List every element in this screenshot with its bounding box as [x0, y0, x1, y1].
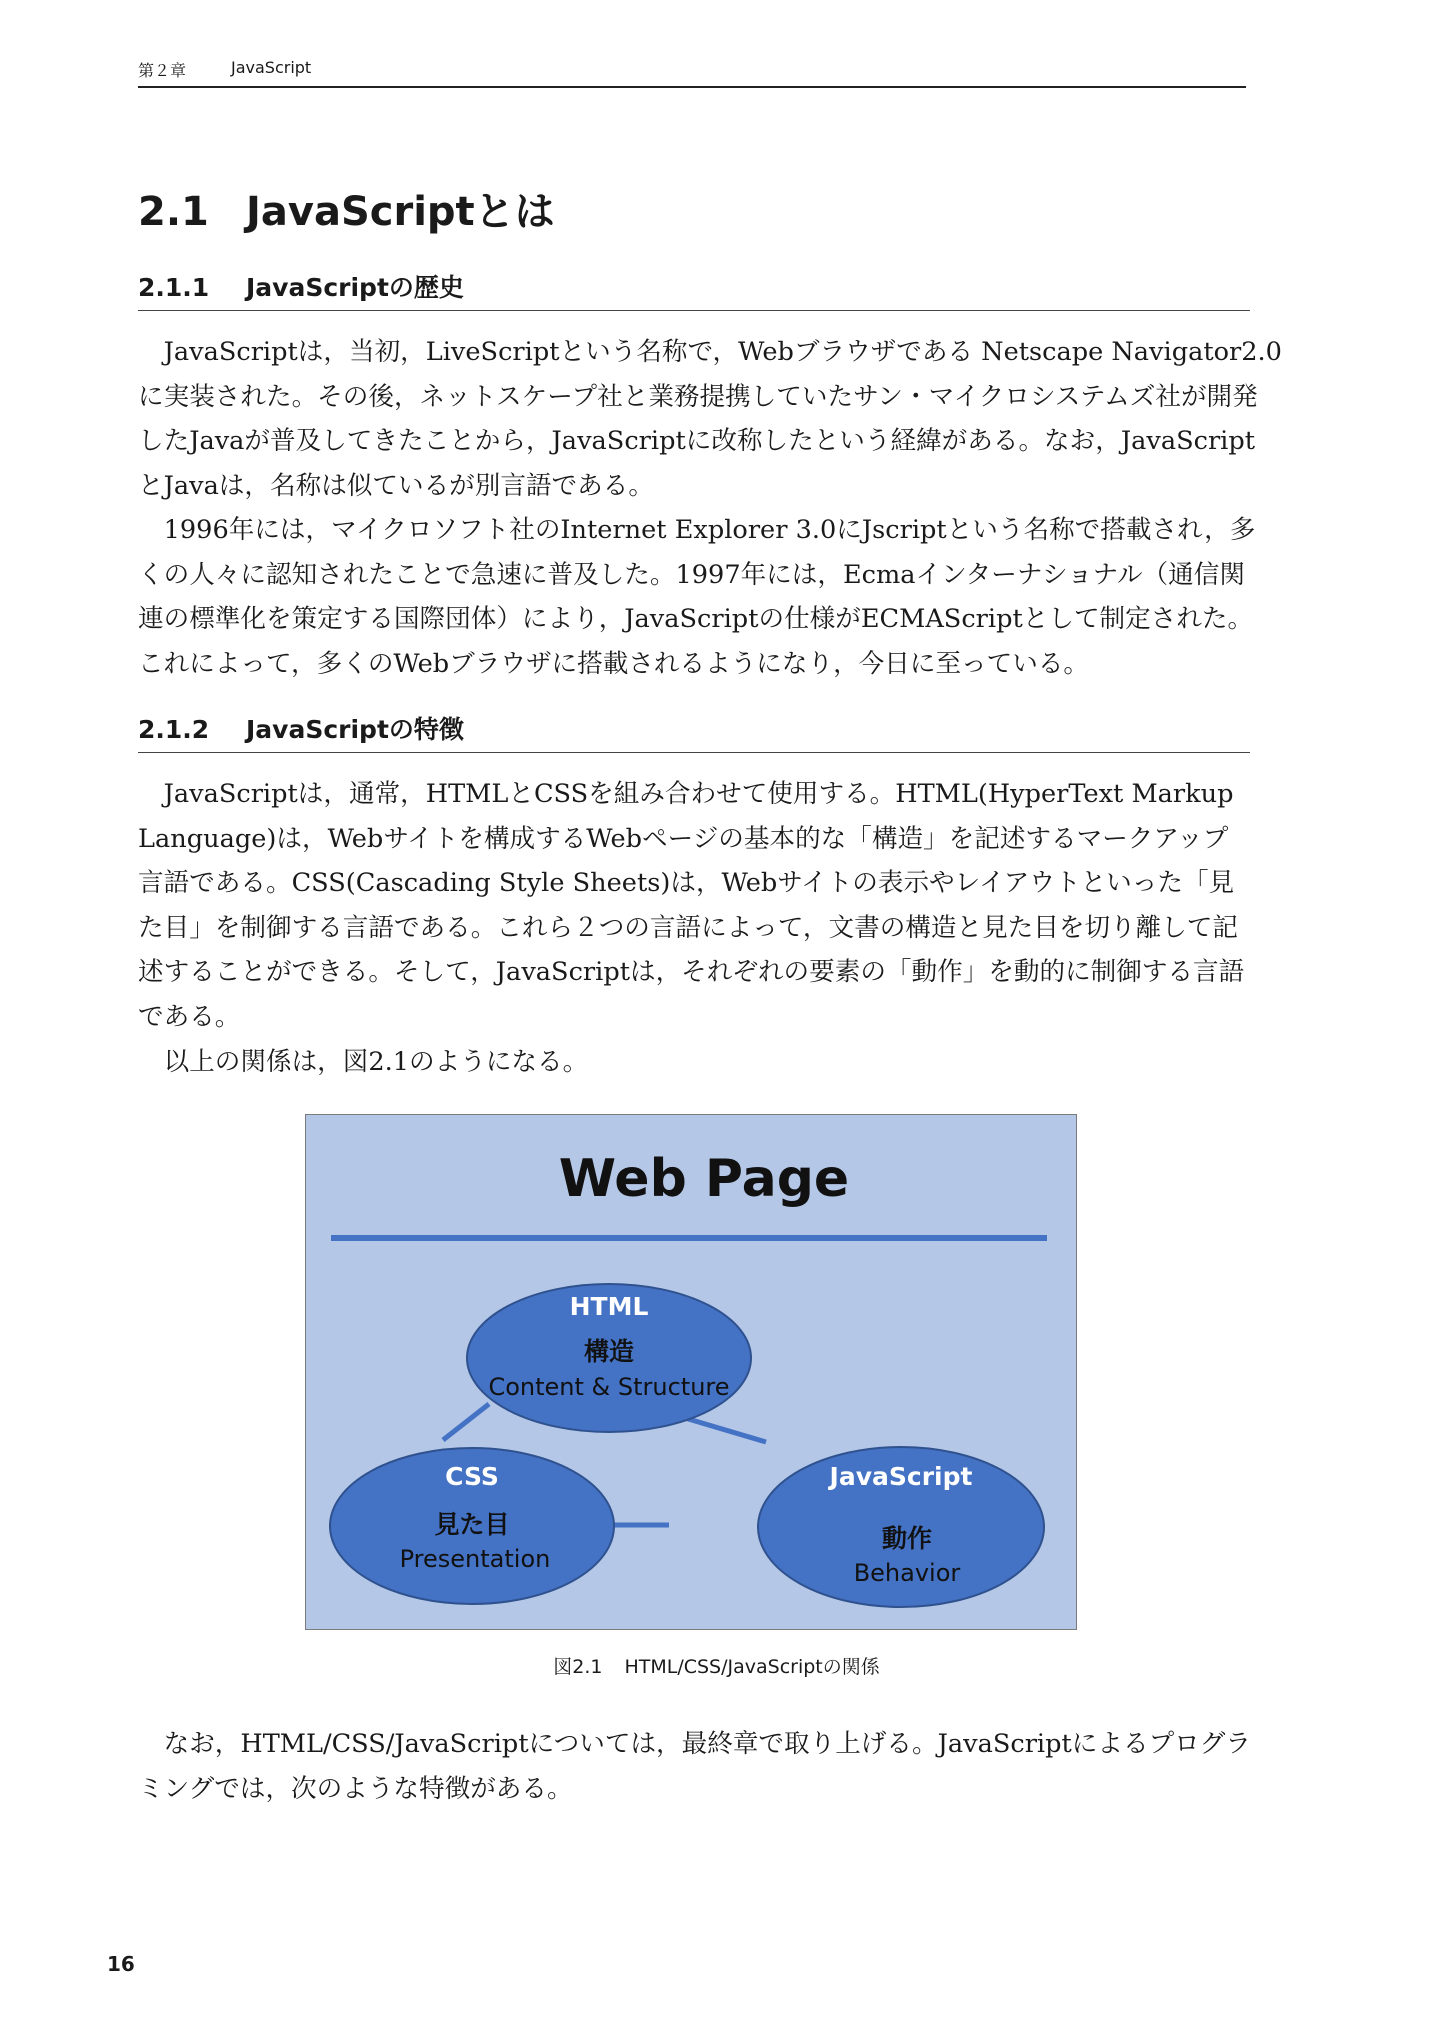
- css-en-label: Presentation: [399, 1545, 551, 1573]
- text-line: したJavaが普及してきたことから，JavaScriptに改称したという経緯がある。なお，JavaScript: [138, 426, 1256, 456]
- text-line: なお，HTML/CSS/JavaScriptについては，最終章で取り上げる。JavaScriptによるプログラ: [138, 1729, 1251, 1759]
- text-line: 述することができる。そして，JavaScriptは，それぞれの要素の「動作」を動的に制御する言語: [138, 957, 1245, 987]
- javascript-node: [758, 1447, 1044, 1607]
- text-line: Language)は，Webサイトを構成するWebページの基本的な「構造」を記述するマークアップ: [138, 823, 1229, 854]
- running-header: [138, 56, 1246, 88]
- chapter-label: 第２章: [138, 61, 187, 80]
- html-node: [467, 1284, 751, 1432]
- text-line: とJavaは，名称は似ているが別言語である。: [138, 470, 654, 501]
- text-line: 以上の関係は，図2.1のようになる。: [138, 1047, 589, 1077]
- caption-label: 図2.1: [553, 1656, 603, 1678]
- paragraph-closing: [138, 1722, 1250, 1811]
- diagram-svg: [305, 1114, 1077, 1630]
- paragraph-figure-ref: [138, 1040, 1250, 1085]
- paragraph-history-1: [138, 330, 1282, 508]
- text-line: JavaScriptは，通常，HTMLとCSSを組み合わせて使用する。HTML(HyperText Markup: [138, 779, 1234, 809]
- text-line: 言語である。CSS(Cascading Style Sheets)は，Webサイトの表示やレイアウトといった「見: [138, 868, 1235, 898]
- subsection-title: JavaScriptの歴史: [246, 273, 464, 302]
- paragraph-history-2: [138, 508, 1256, 686]
- javascript-en-label: Behavior: [853, 1559, 961, 1587]
- subsection-title: JavaScriptの特徴: [246, 715, 464, 744]
- section-heading: [138, 180, 555, 237]
- html-en-label: Content & Structure: [488, 1373, 730, 1401]
- subsection-heading-features: [138, 710, 1250, 753]
- javascript-label: JavaScript: [829, 1462, 973, 1491]
- caption-text: HTML/CSS/JavaScriptの関係: [624, 1656, 880, 1678]
- diagram-title: Web Page: [558, 1149, 850, 1209]
- html-jp-label: 構造: [583, 1337, 635, 1366]
- javascript-jp-label: 動作: [881, 1524, 933, 1553]
- figure-caption: [0, 1652, 1433, 1679]
- text-line: これによって，多くのWebブラウザに搭載されるようになり，今日に至っている。: [138, 648, 1090, 679]
- figure-web-page-diagram: [305, 1114, 1077, 1630]
- section-number: 2.1: [138, 189, 209, 235]
- subsection-number: 2.1.2: [138, 715, 210, 744]
- html-label: HTML: [569, 1292, 649, 1321]
- text-line: くの人々に認知されたことで急速に普及した。1997年には，Ecmaインターナショナル（通信関: [138, 559, 1245, 590]
- subsection-heading-history: [138, 268, 1250, 311]
- text-line: ミングでは，次のような特徴がある。: [138, 1773, 573, 1804]
- css-jp-label: 見た目: [434, 1510, 510, 1539]
- text-line: に実装された。その後，ネットスケープ社と業務提携していたサン・マイクロシステムズ社が開発: [138, 381, 1258, 412]
- running-title: JavaScript: [231, 58, 312, 77]
- css-label: CSS: [445, 1462, 499, 1491]
- section-title: JavaScriptとは: [246, 189, 555, 235]
- text-line: JavaScriptは，当初，LiveScriptという名称で，Webブラウザである Netscape Navigator2.0: [138, 337, 1282, 367]
- text-line: である。: [138, 1001, 241, 1032]
- subsection-number: 2.1.1: [138, 273, 210, 302]
- text-line: た目」を制御する言語である。これら２つの言語によって，文書の構造と見た目を切り離して記: [138, 912, 1239, 943]
- css-node: [330, 1448, 614, 1604]
- text-line: 1996年には，マイクロソフト社のInternet Explorer 3.0にJscriptという名称で搭載され，多: [138, 515, 1256, 545]
- text-line: 連の標準化を策定する国際団体）により，JavaScriptの仕様がECMAScriptとして制定された。: [138, 604, 1254, 634]
- paragraph-features-1: [138, 772, 1250, 1039]
- page-number: 16: [107, 1952, 135, 1976]
